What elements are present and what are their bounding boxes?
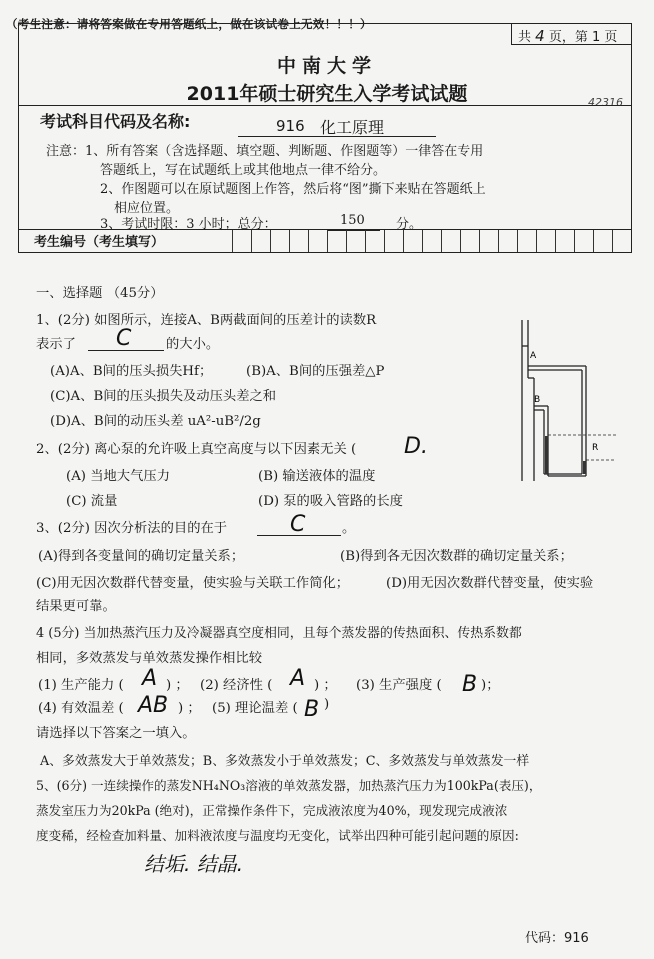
q3-option-d-cont: 结果更可靠。 <box>36 599 116 614</box>
label-a: A <box>530 351 537 361</box>
q4-answer-2: A <box>290 666 306 691</box>
q3-end: 。 <box>342 521 356 536</box>
q3-option-c: (C)用无因次数群代替变量，使实验与关联工作简化； <box>36 576 350 591</box>
footer-code: 代码：916 <box>525 931 589 946</box>
q5-stem-2: 蒸发室压力为20kPa (绝对)，正常操作条件下，完成液浓度为40%，现发现完成液浓 <box>36 803 508 818</box>
left-liquid-column <box>545 436 548 474</box>
section-heading: 一、选择题 （45分） <box>36 286 164 301</box>
candidate-id-cell[interactable] <box>365 230 385 252</box>
exam-notice: （考生注意：请将答案做在专用答题纸上，做在该试卷上无效！！！） <box>6 17 372 31</box>
page-prefix: 共 <box>518 30 532 45</box>
candidate-id-cell[interactable] <box>498 230 518 252</box>
candidate-id-cell[interactable] <box>612 230 632 252</box>
candidate-id-cell[interactable] <box>232 230 252 252</box>
note-line-3: 2、作图题可以在原试题图上作答，然后将“图”撕下来贴在答题纸上 <box>100 182 486 197</box>
q2-stem: 2、(2分) 离心泵的允许吸上真空高度与以下因素无关 ( <box>36 442 357 457</box>
q1-option-c: (C)A、B间的压头损失及动压头差之和 <box>50 389 277 404</box>
university-name: 中南大学 <box>276 55 377 77</box>
q4-answer-5: B <box>304 697 320 722</box>
exam-title: 2011年硕士研究生入学考试试题 <box>186 83 468 105</box>
candidate-id-cell[interactable] <box>346 230 366 252</box>
q4-item-2-end: ) ； <box>314 678 337 693</box>
subject-name: 化工原理 <box>320 118 385 137</box>
candidate-id-cell[interactable] <box>422 230 442 252</box>
page-middle: 页，第 <box>548 30 588 45</box>
right-liquid-column <box>583 461 586 474</box>
candidate-id-cell[interactable] <box>289 230 309 252</box>
q1-option-a: (A)A、B间的压头损失Hf； <box>50 364 213 379</box>
q4-item-4-end: ) ； <box>178 701 201 716</box>
note-line-1: 注意：1、所有答案（含选择题、填空题、判断题、作图题等）一律答在专用 <box>46 144 484 159</box>
q1-option-d: (D)A、B间的动压头差 uA²-uB²/2g <box>50 414 261 429</box>
candidate-id-cell[interactable] <box>251 230 271 252</box>
candidate-id-cell[interactable] <box>479 230 499 252</box>
page-count-box <box>511 23 632 45</box>
q4-stem-2: 相同，多效蒸发与单效蒸发操作相比较 <box>36 651 263 666</box>
q4-answer-1: A <box>142 666 158 691</box>
note-line-5: 3、考试时限：3 小时；总分： <box>100 217 277 232</box>
q1-suffix: 的大小。 <box>166 337 220 352</box>
candidate-label: 考生编号（考生填写） <box>34 235 165 250</box>
note-line-4: 相应位置。 <box>114 201 180 216</box>
subject-underline <box>238 136 436 137</box>
candidate-id-cell[interactable] <box>517 230 537 252</box>
q3-answer: C <box>290 512 306 537</box>
candidate-id-cell[interactable] <box>555 230 575 252</box>
note-line-2: 答题纸上，写在试题纸上或其他地点一律不给分。 <box>100 163 387 178</box>
subject-label: 考试科目代码及名称: <box>40 112 191 131</box>
q1-stem: 1、(2分) 如图所示，连接A、B两截面间的压差计的读数R <box>36 313 377 328</box>
candidate-id-cell[interactable] <box>384 230 404 252</box>
q1-answer: C <box>116 326 132 351</box>
q4-stem: 4 (5分) 当加热蒸汽压力及冷凝器真空度相同，且每个蒸发器的传热面积、传热系数都 <box>36 626 522 641</box>
page-current: 1 <box>592 30 601 45</box>
q3-option-b: (B)得到各无因次数群的确切定量关系； <box>340 549 573 564</box>
manometer-figure <box>504 306 624 486</box>
q4-answer-4: AB <box>138 693 169 718</box>
q3-stem: 3、(2分) 因次分析法的目的在于 <box>36 521 228 536</box>
q4-item-5-end: ) <box>324 697 330 712</box>
label-b: B <box>534 395 541 405</box>
q5-stem: 5、(6分) 一连续操作的蒸发NH₄NO₃溶液的单效蒸发器，加热蒸汽压力为100kPa(表压)， <box>36 778 542 793</box>
q4-item-1: (1) 生产能力 ( <box>38 678 124 693</box>
q4-item-4: (4) 有效温差 ( <box>38 701 124 716</box>
q2-option-b: (B) 输送液体的温度 <box>258 469 376 484</box>
candidate-id-cell[interactable] <box>327 230 347 252</box>
q2-answer: D. <box>404 434 428 459</box>
q5-handwritten-answer: 结垢. 结晶. <box>144 852 244 876</box>
candidate-id-cell[interactable] <box>403 230 423 252</box>
q3-option-d: (D)用无因次数群代替变量，使实验 <box>386 576 594 591</box>
q4-answer-options: A、多效蒸发大于单效蒸发；B、多效蒸发小于单效蒸发；C、多效蒸发与单效蒸发一样 <box>40 754 530 769</box>
q2-option-c: (C) 流量 <box>66 494 118 509</box>
q4-item-3-end: )； <box>481 678 500 693</box>
q5-stem-3: 度变稀，经检查加料量、加料液浓度与温度均无变化，试举出四种可能引起问题的原因: <box>36 828 519 843</box>
candidate-id-cell[interactable] <box>270 230 290 252</box>
q2-option-a: (A) 当地大气压力 <box>66 469 170 484</box>
candidate-id-cell[interactable] <box>441 230 461 252</box>
q4-instruction: 请选择以下答案之一填入。 <box>36 726 196 741</box>
q1-prefix: 表示了 <box>36 337 76 352</box>
divider <box>18 105 632 106</box>
page-total: 4 <box>535 27 545 45</box>
q1-option-b: (B)A、B间的压强差△P <box>246 364 385 379</box>
label-r: R <box>592 443 599 453</box>
candidate-id-cell[interactable] <box>593 230 613 252</box>
score-unit: 分。 <box>396 217 423 232</box>
subject-code: 916 <box>276 117 305 135</box>
q4-item-5: (5) 理论温差 ( <box>212 701 298 716</box>
q4-item-2: (2) 经济性 ( <box>200 678 273 693</box>
total-score: 150 <box>340 213 365 228</box>
page-suffix: 页 <box>604 30 618 45</box>
q4-item-1-end: ) ； <box>166 678 189 693</box>
q4-answer-3: B <box>462 672 478 697</box>
paper-number: 42316 <box>588 96 623 109</box>
q2-option-d: (D) 泵的吸入管路的长度 <box>258 494 403 509</box>
q3-option-a: (A)得到各变量间的确切定量关系； <box>38 549 245 564</box>
q4-item-3: (3) 生产强度 ( <box>356 678 442 693</box>
candidate-id-cell[interactable] <box>308 230 328 252</box>
candidate-id-cell[interactable] <box>536 230 556 252</box>
candidate-id-cell[interactable] <box>574 230 594 252</box>
candidate-id-cell[interactable] <box>460 230 480 252</box>
